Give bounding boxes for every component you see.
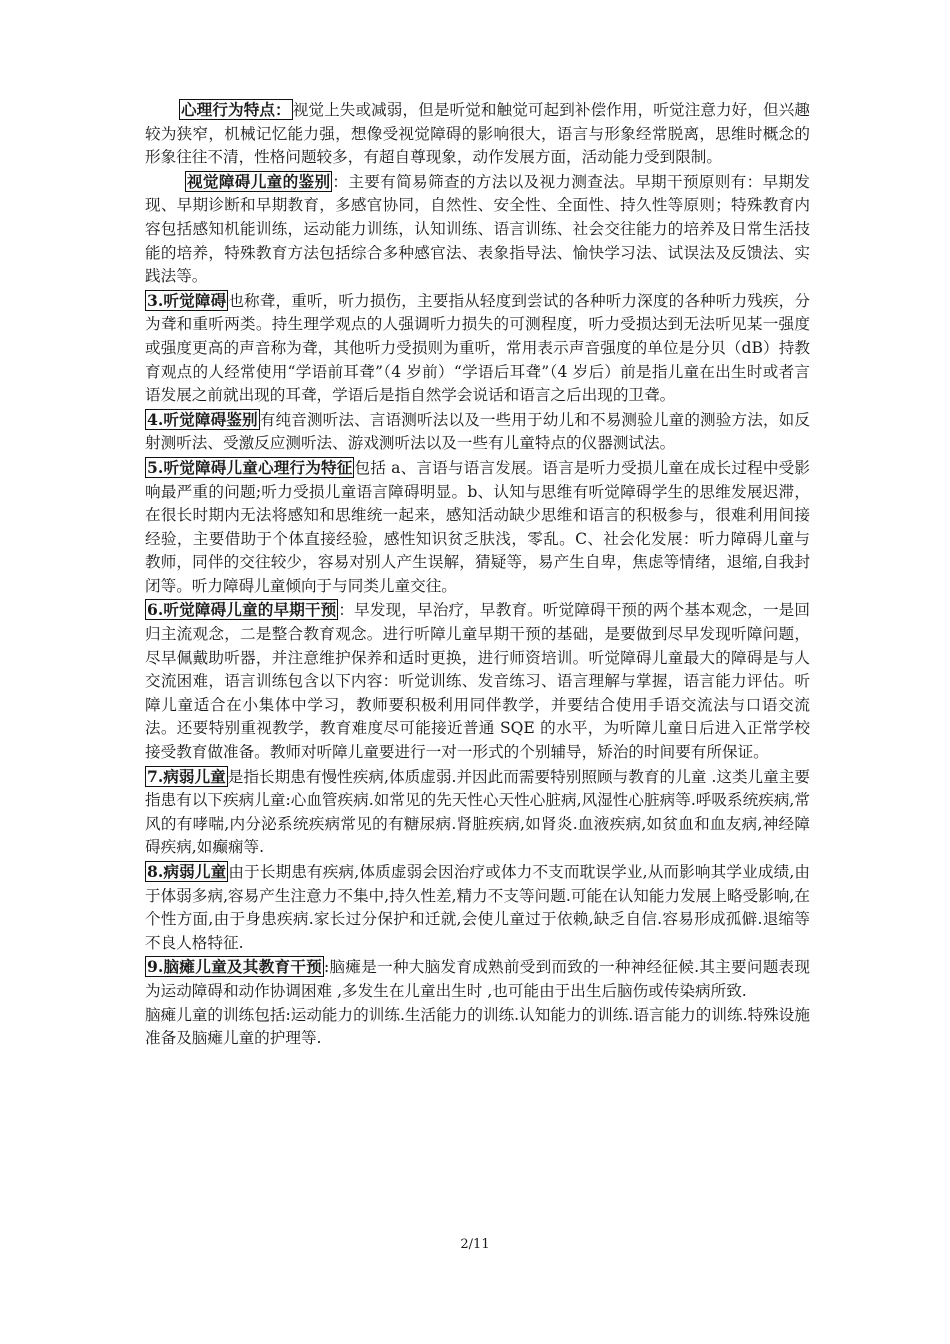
paragraph-cerebral-palsy	[145, 955, 810, 1003]
paragraph-text: 包括 a、言语与语言发展。语言是听力受损儿童在成长过程中受影响最严重的问题;听力受损儿童语言障碍明显。b、认知与思维有听觉障碍学生的思维发展迟滞，在很长时期内无法将感知和思维统一起来，感知活动缺少思维和语言的积极参与，很难利用间接经验，主要借助于个体直接经验，感性知识贫乏肤浅，零乱。C、社会化发展：听力障碍儿童与教师，同伴的交往较少，容易对别人产生误解，猜疑等，易产生自卑，焦虑等情绪，退缩,自我封闭等。听力障碍儿童倾向于与同类儿童交往。	[145, 458, 810, 595]
paragraph-text: ：主要有简易筛查的方法以及视力测查法。早期干预原则有：早期发现、早期诊断和早期教育，多感官协同，自然性、安全性、全面性、持久性等原则；特殊教育内容包括感知机能训练，运动能力训练，认知训练、语言训练、社会交往能力的培养及日常生活技能的培养，特殊教育方法包括综合多种感官法、表象指导法、愉快学习法、试误法及反馈法、实践法等。	[145, 172, 810, 286]
paragraph-text: 也称聋，重听，听力损伤，主要指从轻度到尝试的各种听力深度的各种听力残疾，分为聋和重听两类。持生理学观点的人强调听力损失的可测程度，听力受损达到无法听见某一强度或强度更高的声音称为聋，其他听力受损则为重听，常用表示声音强度的单位是分贝（dB）持教育观点的人经常使用“学语前耳聋”（4 岁前）“学语后耳聋”（4 岁后）前是指儿童在出生时或者言语发展之前就出现的耳聋，学语后是指自然学会说话和语言之后出现的卫聋。	[145, 291, 810, 405]
paragraph-hearing-psychology	[145, 456, 810, 599]
section-heading: 4.听觉障碍鉴别	[147, 409, 258, 429]
paragraph-text: :脑瘫是一种大脑发育成熟前受到而致的一种神经征候.其主要问题表现为运动障碍和动作协调困难 ,多发生在儿童出生时 ,也可能由于出生后脑伤或传染病所致.	[145, 958, 811, 1000]
section-heading: 6.听觉障碍儿童的早期干预	[147, 600, 337, 620]
page-number: 2/11	[460, 1237, 490, 1252]
paragraph-cerebral-palsy-training	[145, 1004, 810, 1051]
paragraph-hearing-early-intervention	[145, 598, 810, 764]
paragraph-sick-children-traits	[145, 860, 810, 955]
section-heading: 8.病弱儿童	[147, 862, 227, 881]
paragraph-hearing-impairment	[145, 289, 810, 408]
paragraph-sick-children	[145, 765, 810, 860]
document-body	[145, 98, 810, 1051]
section-heading: 5.听觉障碍儿童心理行为特征	[147, 457, 353, 477]
section-heading: 心理行为特点：	[181, 100, 291, 119]
section-heading: 3.听觉障碍	[147, 290, 227, 310]
paragraph-text: 由于长期患有疾病,体质虚弱会因治疗或体力不支而耽误学业,从而影响其学业成绩,由于体弱多病,容易产生注意力不集中,持久性差,精力不支等问题.可能在认知能力发展上略受影响,在个性方面,由于身患疾病.家长过分保护和迁就,会使儿童过于依赖,缺乏自信.容易形成孤僻.退缩等不良人格特征.	[145, 863, 811, 952]
paragraph-text: 脑瘫儿童的训练包括:运动能力的训练.生活能力的训练.认知能力的训练.语言能力的训练.特殊设施准备及脑瘫儿童的护理等.	[145, 1005, 810, 1048]
paragraph-psychology-traits	[145, 98, 810, 170]
section-heading: 视觉障碍儿童的鉴别	[187, 171, 331, 191]
section-heading: 7.病弱儿童	[147, 766, 226, 786]
paragraph-text: 是指长期患有慢性疾病,体质虚弱.并因此而需要特别照顾与教育的儿童 .这类儿童主要指患有以下疾病儿童:心血管疾病.如常见的先天性心天性心脏病,风湿性心脏病等.呼吸系统疾病,常风的有哮喘,内分泌系统疾病常见的有糖尿病.肾脏疾病,如肾炎.血液疾病,如贫血和血友病,神经障碍疾病,如癫痫等.	[145, 767, 811, 857]
paragraph-text: ：早发现，早治疗，早教育。听觉障碍干预的两个基本观念，一是回归主流观念，二是整合教育观念。进行听障儿童早期干预的基础，是要做到尽早发现听障问题，尽早佩戴助听器，并注意维护保养和适时更换，进行师资培训。听觉障碍儿童最大的障碍是与人交流困难，语言训练包含以下内容：听觉训练、发音练习、语言理解与掌握，语言能力评估。听障儿童适合在小集体中学习，教师要积极利用同伴教学，并要结合使用手语交流法与口语交流法。还要特别重视教学，教育难度尽可能接近普通 SQE 的水平，为听障儿童日后进入正常学校接受教育做准备。教师对听障儿童要进行一对一形式的个别辅导，矫治的时间要有所保证。	[145, 601, 810, 762]
paragraph-text: 视觉上失或减弱，但是听觉和触觉可起到补偿作用，听觉注意力好，但兴趣较为狭窄，机械记忆能力强，想像受视觉障碍的影响很大，语言与形象经常脱离，思维时概念的形象往往不清，性格问题较多，有超自尊现象，动作发展方面，活动能力受到限制。	[145, 101, 810, 167]
paragraph-text: 有纯音测听法、言语测听法以及一些用于幼儿和不易测验儿童的测验方法，如反射测听法、受激反应测听法、游戏测听法以及一些有儿童特点的仪器测试法。	[145, 410, 810, 453]
paragraph-visual-identification	[145, 170, 810, 289]
section-heading: 9.脑瘫儿童及其教育干预	[147, 957, 323, 977]
paragraph-hearing-identification	[145, 408, 810, 456]
